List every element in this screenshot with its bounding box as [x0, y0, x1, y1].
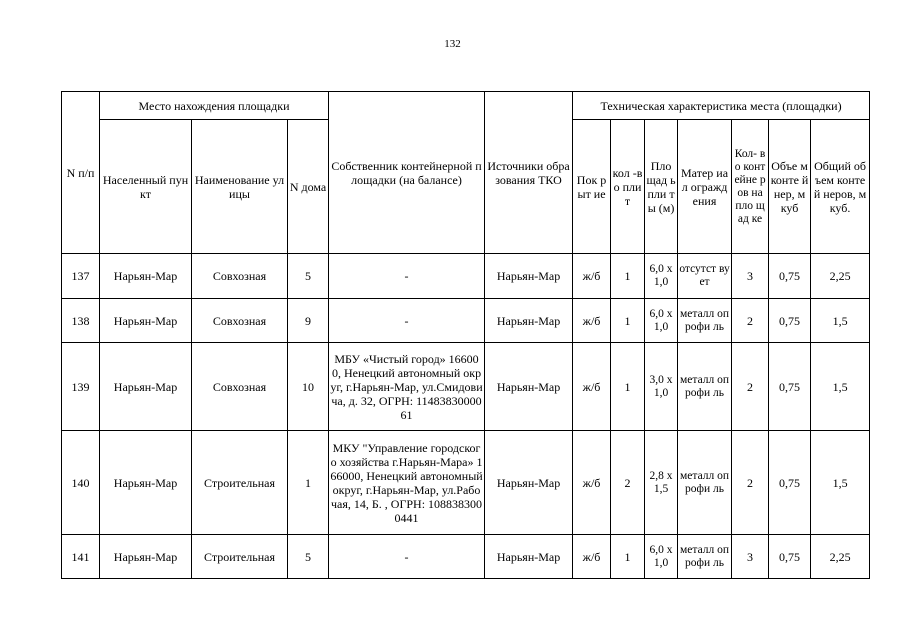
cell-sources: Нарьян-Мар	[485, 535, 573, 579]
header-tech-group: Техническая характеристика места (площадки)	[573, 92, 870, 120]
cell-fence: отсутст вует	[678, 254, 732, 299]
cell-slabs: 1	[611, 343, 645, 431]
header-location-group: Место нахождения площадки	[100, 92, 329, 120]
cell-containers: 3	[732, 254, 769, 299]
cell-area: 3,0 х 1,0	[645, 343, 678, 431]
header-slabs-count: кол -во пли т	[611, 120, 645, 254]
cell-coverage: ж/б	[573, 254, 611, 299]
cell-area: 2,8 х 1,5	[645, 431, 678, 535]
cell-house: 1	[288, 431, 329, 535]
header-container-volume: Объе м конте йнер, м куб	[769, 120, 811, 254]
table-header	[62, 92, 870, 254]
header-sources: Источники образования ТКО	[485, 92, 573, 254]
cell-settlement: Нарьян-Мар	[100, 343, 192, 431]
cell-coverage: ж/б	[573, 431, 611, 535]
header-house: N дома	[288, 120, 329, 254]
cell-house: 5	[288, 254, 329, 299]
cell-settlement: Нарьян-Мар	[100, 299, 192, 343]
page-number: 132	[444, 38, 461, 50]
table-row	[62, 254, 870, 299]
cell-fence: металл опрофи ль	[678, 431, 732, 535]
cell-volume: 0,75	[769, 431, 811, 535]
cell-total: 2,25	[811, 254, 870, 299]
header-coverage: Пок рыт ие	[573, 120, 611, 254]
table-row	[62, 431, 870, 535]
cell-volume: 0,75	[769, 535, 811, 579]
cell-fence: металл опрофи ль	[678, 343, 732, 431]
header-total-volume: Общий объем контей неров, м куб.	[811, 120, 870, 254]
cell-street: Совхозная	[192, 343, 288, 431]
cell-total: 1,5	[811, 299, 870, 343]
cell-owner: МКУ "Управление городского хозяйства г.Нарьян-Мара» 166000, Ненецкий автономный округ, г.Нарьян-Мар, ул.Рабочая, 14, Б. , ОГРН: 1088383000441	[329, 431, 485, 535]
header-containers-count: Кол- во конт ейне ров на пло щад ке	[732, 120, 769, 254]
cell-fence: металл опрофи ль	[678, 299, 732, 343]
cell-volume: 0,75	[769, 254, 811, 299]
cell-sources: Нарьян-Мар	[485, 254, 573, 299]
header-owner: Собственник контейнерной площадки (на балансе)	[329, 92, 485, 254]
cell-settlement: Нарьян-Мар	[100, 431, 192, 535]
cell-slabs: 1	[611, 535, 645, 579]
header-slab-area: Пло щад ь пли ты (м)	[645, 120, 678, 254]
cell-volume: 0,75	[769, 343, 811, 431]
cell-containers: 2	[732, 343, 769, 431]
cell-total: 1,5	[811, 431, 870, 535]
cell-house: 9	[288, 299, 329, 343]
cell-num: 138	[62, 299, 100, 343]
cell-num: 141	[62, 535, 100, 579]
cell-owner: -	[329, 299, 485, 343]
cell-total: 2,25	[811, 535, 870, 579]
cell-coverage: ж/б	[573, 535, 611, 579]
cell-settlement: Нарьян-Мар	[100, 254, 192, 299]
cell-owner: МБУ «Чистый город» 166000, Ненецкий автономный округ, г.Нарьян-Мар, ул.Смидовича, д. 32, ОГРН: 1148383000061	[329, 343, 485, 431]
cell-volume: 0,75	[769, 299, 811, 343]
cell-slabs: 2	[611, 431, 645, 535]
cell-house: 10	[288, 343, 329, 431]
header-settlement: Населенный пункт	[100, 120, 192, 254]
cell-sources: Нарьян-Мар	[485, 431, 573, 535]
cell-num: 137	[62, 254, 100, 299]
cell-street: Совхозная	[192, 254, 288, 299]
cell-containers: 2	[732, 431, 769, 535]
cell-owner: -	[329, 254, 485, 299]
cell-num: 140	[62, 431, 100, 535]
cell-coverage: ж/б	[573, 299, 611, 343]
table-row	[62, 535, 870, 579]
cell-house: 5	[288, 535, 329, 579]
table-row	[62, 343, 870, 431]
cell-street: Строительная	[192, 535, 288, 579]
cell-containers: 3	[732, 535, 769, 579]
header-fence-material: Матер иал огражд ения	[678, 120, 732, 254]
header-num: N п/п	[62, 92, 100, 254]
cell-slabs: 1	[611, 299, 645, 343]
cell-num: 139	[62, 343, 100, 431]
cell-area: 6,0 х 1,0	[645, 299, 678, 343]
cell-area: 6,0 х 1,0	[645, 254, 678, 299]
cell-owner: -	[329, 535, 485, 579]
cell-coverage: ж/б	[573, 343, 611, 431]
cell-fence: металл опрофи ль	[678, 535, 732, 579]
cell-settlement: Нарьян-Мар	[100, 535, 192, 579]
cell-area: 6,0 х 1,0	[645, 535, 678, 579]
cell-slabs: 1	[611, 254, 645, 299]
header-street: Наименование улицы	[192, 120, 288, 254]
container-sites-table	[61, 91, 870, 579]
cell-total: 1,5	[811, 343, 870, 431]
cell-sources: Нарьян-Мар	[485, 299, 573, 343]
table-row	[62, 299, 870, 343]
cell-containers: 2	[732, 299, 769, 343]
cell-street: Строительная	[192, 431, 288, 535]
cell-sources: Нарьян-Мар	[485, 343, 573, 431]
cell-street: Совхозная	[192, 299, 288, 343]
table-body	[62, 254, 870, 579]
